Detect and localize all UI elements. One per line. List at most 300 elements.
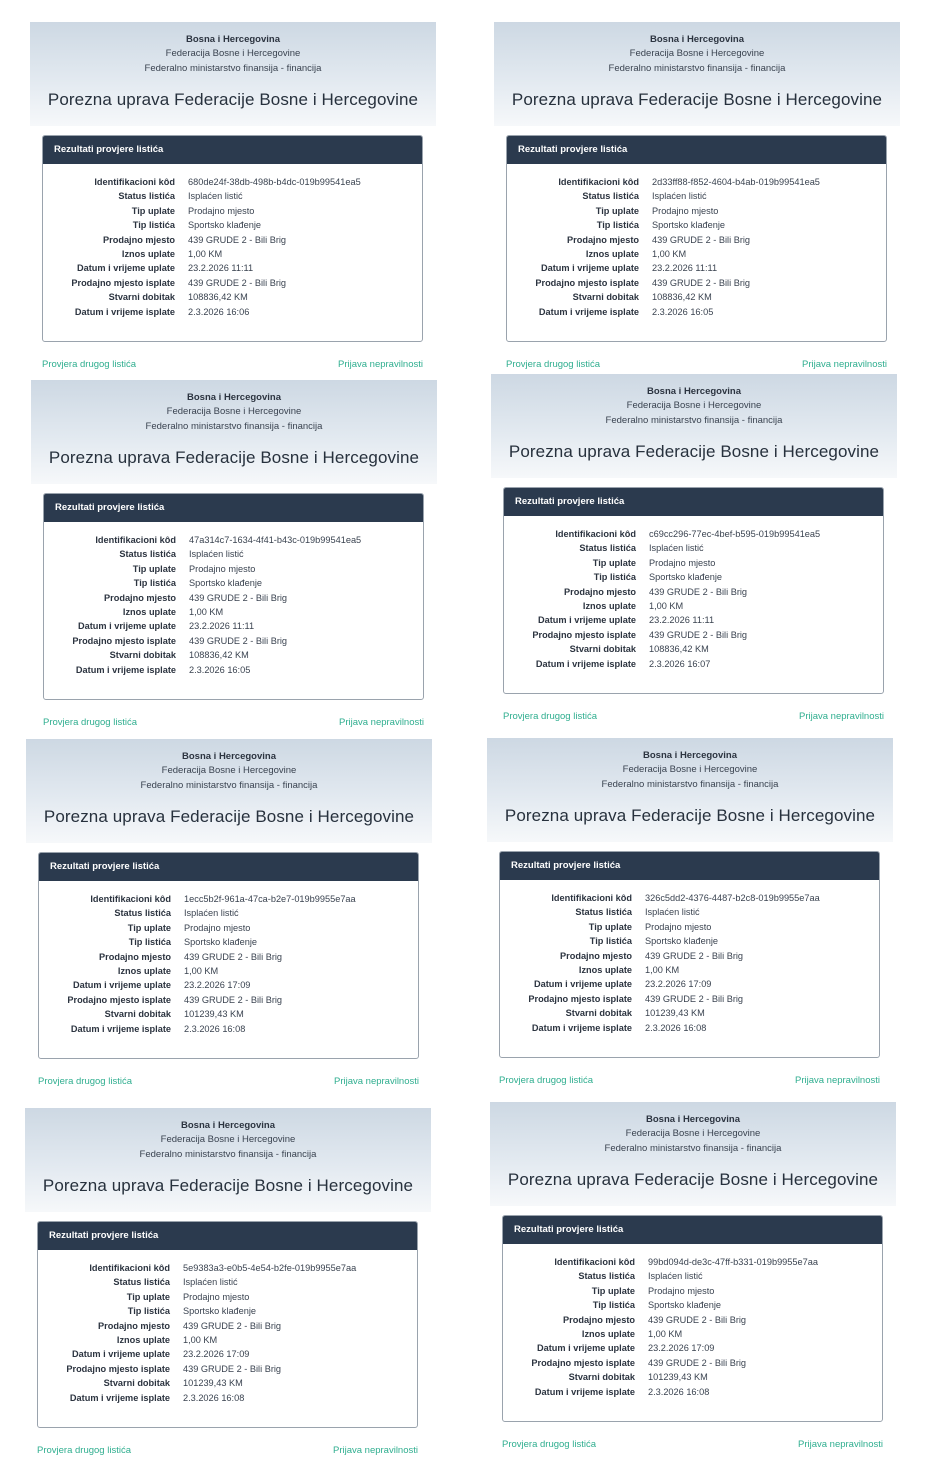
label-ticket-status: Status listića: [578, 1271, 635, 1282]
row-payout-datetime: [44, 663, 423, 677]
results-card: [503, 487, 884, 694]
value-ticket-type: Sportsko klađenje: [183, 1306, 257, 1317]
row-amount: [38, 1333, 417, 1347]
value-point-of-sale: 439 GRUDE 2 - Bili Brig: [648, 1314, 747, 1325]
ticket-check-panel-5: [26, 739, 432, 1087]
row-ticket-status: [503, 1269, 882, 1283]
row-payment-type: [43, 204, 422, 218]
label-actual-win: Stvarni dobitak: [104, 1009, 171, 1020]
report-irregularity-link[interactable]: Prijava nepravilnosti: [338, 717, 424, 728]
row-payout-point: [39, 993, 418, 1007]
value-ticket-type: Sportsko klađenje: [652, 220, 726, 231]
row-amount: [507, 247, 886, 261]
label-payment-datetime: Datum i vrijeme uplate: [533, 979, 632, 990]
footer-links: [43, 717, 424, 728]
label-amount: Iznos uplate: [122, 606, 176, 617]
value-payment-type: Prodajno mjesto: [183, 1291, 250, 1302]
value-payment-type: Prodajno mjesto: [184, 922, 251, 933]
value-payout-datetime: 2.3.2026 16:08: [645, 1022, 707, 1033]
federation-name: Federacija Bosne i Hercegovine: [165, 48, 301, 59]
label-ticket-type: Tip listića: [592, 1300, 635, 1311]
value-payout-datetime: 2.3.2026 16:08: [183, 1392, 245, 1403]
label-actual-win: Stvarni dobitak: [109, 650, 176, 661]
row-payment-type: [500, 920, 879, 934]
ticket-check-panel-6: [487, 738, 893, 1086]
federation-name: Federacija Bosne i Hercegovine: [160, 1134, 296, 1145]
row-point-of-sale: [39, 950, 418, 964]
row-actual-win: [39, 1007, 418, 1021]
row-payment-datetime: [38, 1347, 417, 1361]
country-name: Bosna i Hercegovina: [646, 1114, 740, 1125]
value-ticket-status: Isplaćen listić: [189, 549, 244, 560]
row-ticket-type: [503, 1298, 882, 1312]
label-id-code: Identifikacioni kôd: [95, 535, 176, 545]
results-list: [503, 1244, 882, 1399]
value-id-code: 326c5dd2-4376-4487-b2c8-019b9955e7aa: [645, 893, 820, 903]
value-actual-win: 108836,42 KM: [649, 644, 709, 655]
value-point-of-sale: 439 GRUDE 2 - Bili Brig: [188, 234, 287, 245]
row-actual-win: [44, 648, 423, 662]
row-amount: [500, 963, 879, 977]
results-card-title: Rezultati provjere listića: [44, 494, 423, 522]
label-ticket-status: Status listića: [118, 191, 175, 202]
value-point-of-sale: 439 GRUDE 2 - Bili Brig: [183, 1320, 282, 1331]
row-payout-point: [503, 1356, 882, 1370]
value-payment-type: Prodajno mjesto: [648, 1285, 715, 1296]
check-other-ticket-link[interactable]: Provjera drugog listića: [37, 1445, 131, 1456]
value-ticket-status: Isplaćen listić: [183, 1277, 238, 1288]
value-id-code: 1ecc5b2f-961a-47ca-b2e7-019b9955e7aa: [184, 894, 356, 904]
label-payout-point: Prodajno mjesto isplate: [67, 994, 171, 1005]
ticket-check-panel-1: [30, 22, 436, 370]
row-id-code: [44, 533, 423, 547]
row-payment-type: [38, 1290, 417, 1304]
row-ticket-status: [507, 189, 886, 203]
label-payout-point: Prodajno mjesto isplate: [72, 635, 176, 646]
ministry-name: Federalno ministarstvo finansija - financija: [605, 414, 783, 426]
check-other-ticket-link[interactable]: Provjera drugog listića: [503, 711, 597, 722]
value-ticket-type: Sportsko klađenje: [645, 936, 719, 947]
report-irregularity-link[interactable]: Prijava nepravilnosti: [798, 711, 884, 722]
row-id-code: [503, 1255, 882, 1269]
footer-links: [37, 1445, 418, 1456]
label-point-of-sale: Prodajno mjesto: [104, 592, 176, 603]
federation-name: Federacija Bosne i Hercegovine: [625, 1128, 761, 1139]
value-amount: 1,00 KM: [183, 1334, 218, 1345]
row-payout-datetime: [500, 1021, 879, 1035]
value-ticket-type: Sportsko klađenje: [649, 572, 723, 583]
value-payout-point: 439 GRUDE 2 - Bili Brig: [184, 994, 283, 1005]
row-amount: [43, 247, 422, 261]
federation-name: Federacija Bosne i Hercegovine: [161, 765, 297, 776]
results-card: [43, 493, 424, 700]
label-point-of-sale: Prodajno mjesto: [564, 586, 636, 597]
label-amount: Iznos uplate: [116, 1334, 170, 1345]
label-id-code: Identifikacioni kôd: [551, 893, 632, 903]
row-payment-datetime: [503, 1341, 882, 1355]
row-actual-win: [507, 290, 886, 304]
label-id-code: Identifikacioni kôd: [90, 894, 171, 904]
row-id-code: [38, 1261, 417, 1275]
report-irregularity-link[interactable]: Prijava nepravilnosti: [797, 1439, 883, 1450]
value-point-of-sale: 439 GRUDE 2 - Bili Brig: [649, 586, 748, 597]
row-amount: [504, 599, 883, 613]
row-payout-datetime: [43, 305, 422, 319]
value-ticket-status: Isplaćen listić: [648, 1271, 703, 1282]
label-id-code: Identifikacioni kôd: [554, 1257, 635, 1267]
label-amount: Iznos uplate: [578, 964, 632, 975]
value-amount: 1,00 KM: [188, 248, 223, 259]
row-actual-win: [504, 642, 883, 656]
federation-name: Federacija Bosne i Hercegovine: [629, 48, 765, 59]
label-ticket-type: Tip listića: [127, 1306, 170, 1317]
row-payment-datetime: [39, 978, 418, 992]
label-ticket-type: Tip listića: [596, 220, 639, 231]
results-list: [507, 164, 886, 319]
label-payout-point: Prodajno mjesto isplate: [528, 993, 632, 1004]
row-ticket-type: [507, 218, 886, 232]
value-point-of-sale: 439 GRUDE 2 - Bili Brig: [184, 951, 283, 962]
footer-links: [506, 359, 887, 370]
results-list: [43, 164, 422, 319]
value-payout-datetime: 2.3.2026 16:08: [184, 1023, 246, 1034]
row-actual-win: [503, 1370, 882, 1384]
report-irregularity-link[interactable]: Prijava nepravilnosti: [794, 1075, 880, 1086]
label-payout-datetime: Datum i vrijeme isplate: [531, 1022, 632, 1033]
country-name: Bosna i Hercegovina: [650, 34, 744, 45]
row-actual-win: [38, 1376, 417, 1390]
label-payout-datetime: Datum i vrijeme isplate: [534, 1386, 635, 1397]
label-ticket-status: Status listića: [582, 191, 639, 202]
row-payout-point: [38, 1362, 417, 1376]
label-payment-type: Tip uplate: [595, 205, 639, 216]
value-id-code: 99bd094d-de3c-47ff-b331-019b9955e7aa: [648, 1257, 818, 1267]
results-card-title: Rezultati provjere listića: [504, 488, 883, 516]
country-name: Bosna i Hercegovina: [182, 751, 276, 762]
label-payment-datetime: Datum i vrijeme uplate: [540, 263, 639, 274]
row-id-code: [500, 891, 879, 905]
value-id-code: 5e9383a3-e0b5-4e54-b2fe-019b9955e7aa: [183, 1263, 357, 1273]
value-payout-datetime: 2.3.2026 16:08: [648, 1386, 710, 1397]
label-ticket-status: Status listića: [114, 908, 171, 919]
page-title: Porezna uprava Federacije Bosne i Hercegovine: [508, 442, 880, 461]
page-title: Porezna uprava Federacije Bosne i Hercegovine: [42, 1176, 414, 1195]
label-point-of-sale: Prodajno mjesto: [563, 1314, 635, 1325]
ministry-name: Federalno ministarstvo finansija - financija: [144, 62, 322, 74]
country-name: Bosna i Hercegovina: [186, 34, 280, 45]
row-payment-type: [39, 921, 418, 935]
row-payout-point: [504, 628, 883, 642]
page-title: Porezna uprava Federacije Bosne i Hercegovine: [504, 806, 876, 825]
value-amount: 1,00 KM: [189, 606, 224, 617]
country-name: Bosna i Hercegovina: [187, 392, 281, 403]
label-ticket-type: Tip listića: [589, 936, 632, 947]
label-payout-point: Prodajno mjesto isplate: [66, 1363, 170, 1374]
value-ticket-type: Sportsko klađenje: [648, 1300, 722, 1311]
value-id-code: c69cc296-77ec-4bef-b595-019b99541ea5: [649, 529, 821, 539]
label-payment-datetime: Datum i vrijeme uplate: [72, 980, 171, 991]
row-point-of-sale: [503, 1313, 882, 1327]
row-point-of-sale: [44, 591, 423, 605]
value-payout-point: 439 GRUDE 2 - Bili Brig: [649, 629, 748, 640]
results-list: [38, 1250, 417, 1405]
value-point-of-sale: 439 GRUDE 2 - Bili Brig: [645, 950, 744, 961]
label-payment-datetime: Datum i vrijeme uplate: [536, 1343, 635, 1354]
federation-name: Federacija Bosne i Hercegovine: [626, 400, 762, 411]
check-other-ticket-link[interactable]: Provjera drugog listića: [42, 359, 136, 370]
label-payout-point: Prodajno mjesto isplate: [535, 277, 639, 288]
row-ticket-status: [500, 905, 879, 919]
results-card-title: Rezultati provjere listića: [503, 1216, 882, 1244]
row-payment-datetime: [43, 261, 422, 275]
row-point-of-sale: [43, 233, 422, 247]
row-id-code: [43, 175, 422, 189]
row-ticket-status: [39, 906, 418, 920]
label-payout-datetime: Datum i vrijeme isplate: [535, 658, 636, 669]
row-id-code: [39, 892, 418, 906]
label-id-code: Identifikacioni kôd: [94, 177, 175, 187]
row-payout-datetime: [503, 1385, 882, 1399]
value-amount: 1,00 KM: [648, 1328, 683, 1339]
value-actual-win: 108836,42 KM: [189, 650, 249, 661]
value-payment-datetime: 23.2.2026 17:09: [183, 1349, 250, 1360]
label-ticket-status: Status listića: [113, 1277, 170, 1288]
label-ticket-type: Tip listića: [133, 578, 176, 589]
row-ticket-type: [500, 934, 879, 948]
label-payment-type: Tip uplate: [132, 563, 176, 574]
row-point-of-sale: [500, 949, 879, 963]
value-ticket-status: Isplaćen listić: [649, 543, 704, 554]
results-card-title: Rezultati provjere listića: [39, 853, 418, 881]
ticket-check-panel-7: [25, 1108, 431, 1456]
footer-links: [503, 711, 884, 722]
label-payment-type: Tip uplate: [591, 1285, 635, 1296]
results-card: [502, 1215, 883, 1422]
value-payout-point: 439 GRUDE 2 - Bili Brig: [188, 277, 287, 288]
label-point-of-sale: Prodajno mjesto: [567, 234, 639, 245]
footer-links: [502, 1439, 883, 1450]
value-actual-win: 101239,43 KM: [184, 1009, 244, 1020]
value-actual-win: 101239,43 KM: [648, 1372, 708, 1383]
label-actual-win: Stvarni dobitak: [565, 1008, 632, 1019]
footer-links: [42, 359, 423, 370]
value-payout-point: 439 GRUDE 2 - Bili Brig: [648, 1357, 747, 1368]
ministry-name: Federalno ministarstvo finansija - financija: [608, 62, 786, 74]
row-ticket-status: [44, 547, 423, 561]
label-ticket-type: Tip listića: [132, 220, 175, 231]
label-actual-win: Stvarni dobitak: [572, 292, 639, 303]
results-card: [37, 1221, 418, 1428]
row-amount: [503, 1327, 882, 1341]
header-banner: [30, 22, 436, 126]
row-payment-type: [503, 1284, 882, 1298]
page-title: Porezna uprava Federacije Bosne i Hercegovine: [507, 1170, 879, 1189]
value-payment-type: Prodajno mjesto: [649, 557, 716, 568]
row-payment-datetime: [44, 619, 423, 633]
value-payment-datetime: 23.2.2026 17:09: [648, 1343, 715, 1354]
row-actual-win: [500, 1006, 879, 1020]
country-name: Bosna i Hercegovina: [647, 386, 741, 397]
row-payment-type: [504, 556, 883, 570]
label-payment-datetime: Datum i vrijeme uplate: [71, 1349, 170, 1360]
check-other-ticket-link[interactable]: Provjera drugog listića: [38, 1076, 132, 1087]
row-payout-point: [43, 276, 422, 290]
federation-name: Federacija Bosne i Hercegovine: [166, 406, 302, 417]
label-amount: Iznos uplate: [581, 1328, 635, 1339]
row-payment-type: [507, 204, 886, 218]
ticket-check-panel-4: [491, 374, 897, 722]
value-actual-win: 108836,42 KM: [188, 292, 248, 303]
value-payment-type: Prodajno mjesto: [189, 563, 256, 574]
label-actual-win: Stvarni dobitak: [103, 1378, 170, 1389]
value-payout-datetime: 2.3.2026 16:05: [189, 664, 251, 675]
country-name: Bosna i Hercegovina: [643, 750, 737, 761]
results-card-title: Rezultati provjere listića: [507, 136, 886, 164]
header-banner: [490, 1102, 896, 1206]
row-payment-datetime: [504, 613, 883, 627]
row-ticket-type: [504, 570, 883, 584]
ministry-name: Federalno ministarstvo finansija - financija: [145, 420, 323, 432]
check-other-ticket-link[interactable]: Provjera drugog listića: [506, 359, 600, 370]
value-amount: 1,00 KM: [645, 964, 680, 975]
page-title: Porezna uprava Federacije Bosne i Hercegovine: [47, 90, 419, 109]
row-id-code: [507, 175, 886, 189]
value-payment-type: Prodajno mjesto: [652, 205, 719, 216]
value-actual-win: 108836,42 KM: [652, 292, 712, 303]
value-actual-win: 101239,43 KM: [645, 1008, 705, 1019]
label-ticket-status: Status listića: [579, 543, 636, 554]
label-id-code: Identifikacioni kôd: [555, 529, 636, 539]
label-actual-win: Stvarni dobitak: [569, 644, 636, 655]
label-point-of-sale: Prodajno mjesto: [103, 234, 175, 245]
value-ticket-status: Isplaćen listić: [645, 907, 700, 918]
label-ticket-type: Tip listića: [128, 937, 171, 948]
row-point-of-sale: [507, 233, 886, 247]
label-payout-point: Prodajno mjesto isplate: [531, 1357, 635, 1368]
value-payment-datetime: 23.2.2026 17:09: [184, 980, 251, 991]
label-point-of-sale: Prodajno mjesto: [560, 950, 632, 961]
ministry-name: Federalno ministarstvo finansija - financija: [601, 778, 779, 790]
row-payout-datetime: [38, 1391, 417, 1405]
ministry-name: Federalno ministarstvo finansija - financija: [604, 1142, 782, 1154]
ticket-check-panel-2: [494, 22, 900, 370]
value-payment-datetime: 23.2.2026 11:11: [189, 621, 255, 632]
value-payout-point: 439 GRUDE 2 - Bili Brig: [652, 277, 751, 288]
results-card: [506, 135, 887, 342]
header-banner: [31, 380, 437, 484]
row-payment-datetime: [507, 261, 886, 275]
value-ticket-type: Sportsko klađenje: [184, 937, 258, 948]
row-ticket-status: [38, 1275, 417, 1289]
report-irregularity-link[interactable]: Prijava nepravilnosti: [332, 1445, 418, 1456]
value-payout-point: 439 GRUDE 2 - Bili Brig: [645, 993, 744, 1004]
ticket-check-panel-3: [31, 380, 437, 728]
value-payment-datetime: 23.2.2026 11:11: [652, 263, 718, 274]
ministry-name: Federalno ministarstvo finansija - financija: [139, 1148, 317, 1160]
label-payout-datetime: Datum i vrijeme isplate: [69, 1392, 170, 1403]
label-point-of-sale: Prodajno mjesto: [98, 1320, 170, 1331]
check-other-ticket-link[interactable]: Provjera drugog listića: [499, 1075, 593, 1086]
label-ticket-type: Tip listića: [593, 572, 636, 583]
header-banner: [25, 1108, 431, 1212]
results-card-title: Rezultati provjere listića: [500, 852, 879, 880]
value-point-of-sale: 439 GRUDE 2 - Bili Brig: [189, 592, 288, 603]
value-payout-datetime: 2.3.2026 16:06: [188, 306, 250, 317]
row-ticket-status: [43, 189, 422, 203]
results-card: [499, 851, 880, 1058]
page-title: Porezna uprava Federacije Bosne i Hercegovine: [511, 90, 883, 109]
value-payment-datetime: 23.2.2026 11:11: [649, 615, 715, 626]
value-point-of-sale: 439 GRUDE 2 - Bili Brig: [652, 234, 751, 245]
row-payout-datetime: [504, 657, 883, 671]
label-amount: Iznos uplate: [585, 248, 639, 259]
results-card: [38, 852, 419, 1059]
results-card-title: Rezultati provjere listića: [43, 136, 422, 164]
label-payout-datetime: Datum i vrijeme isplate: [74, 306, 175, 317]
row-ticket-type: [43, 218, 422, 232]
results-card-title: Rezultati provjere listića: [38, 1222, 417, 1250]
report-irregularity-link[interactable]: Prijava nepravilnosti: [337, 359, 423, 370]
label-ticket-status: Status listića: [119, 549, 176, 560]
footer-links: [38, 1076, 419, 1087]
report-irregularity-link[interactable]: Prijava nepravilnosti: [333, 1076, 419, 1087]
value-payment-datetime: 23.2.2026 17:09: [645, 979, 712, 990]
results-list: [39, 881, 418, 1036]
label-payment-datetime: Datum i vrijeme uplate: [76, 263, 175, 274]
header-banner: [487, 738, 893, 842]
row-point-of-sale: [38, 1319, 417, 1333]
value-ticket-type: Sportsko klađenje: [189, 578, 263, 589]
value-payment-type: Prodajno mjesto: [188, 205, 255, 216]
row-ticket-status: [504, 541, 883, 555]
label-id-code: Identifikacioni kôd: [89, 1263, 170, 1273]
label-id-code: Identifikacioni kôd: [558, 177, 639, 187]
label-amount: Iznos uplate: [121, 248, 175, 259]
row-payout-point: [500, 992, 879, 1006]
row-amount: [39, 964, 418, 978]
row-payout-datetime: [39, 1022, 418, 1036]
row-ticket-type: [38, 1304, 417, 1318]
header-banner: [494, 22, 900, 126]
row-ticket-type: [39, 935, 418, 949]
report-irregularity-link[interactable]: Prijava nepravilnosti: [801, 359, 887, 370]
label-payout-point: Prodajno mjesto isplate: [532, 629, 636, 640]
value-ticket-status: Isplaćen listić: [652, 191, 707, 202]
value-actual-win: 101239,43 KM: [183, 1378, 243, 1389]
value-payout-point: 439 GRUDE 2 - Bili Brig: [189, 635, 288, 646]
value-payout-point: 439 GRUDE 2 - Bili Brig: [183, 1363, 282, 1374]
value-ticket-status: Isplaćen listić: [184, 908, 239, 919]
check-other-ticket-link[interactable]: Provjera drugog listića: [502, 1439, 596, 1450]
results-list: [504, 516, 883, 671]
label-payment-type: Tip uplate: [588, 921, 632, 932]
row-payout-datetime: [507, 305, 886, 319]
row-payment-datetime: [500, 977, 879, 991]
value-payment-type: Prodajno mjesto: [645, 921, 712, 932]
label-payment-type: Tip uplate: [131, 205, 175, 216]
value-payout-datetime: 2.3.2026 16:05: [652, 306, 714, 317]
label-payment-datetime: Datum i vrijeme uplate: [77, 621, 176, 632]
value-amount: 1,00 KM: [652, 248, 687, 259]
check-other-ticket-link[interactable]: Provjera drugog listića: [43, 717, 137, 728]
country-name: Bosna i Hercegovina: [181, 1120, 275, 1131]
label-payment-datetime: Datum i vrijeme uplate: [537, 615, 636, 626]
value-amount: 1,00 KM: [649, 600, 684, 611]
value-id-code: 680de24f-38db-498b-b4dc-019b99541ea5: [188, 177, 361, 187]
page-title: Porezna uprava Federacije Bosne i Hercegovine: [48, 448, 420, 467]
value-ticket-status: Isplaćen listić: [188, 191, 243, 202]
value-payout-datetime: 2.3.2026 16:07: [649, 658, 711, 669]
